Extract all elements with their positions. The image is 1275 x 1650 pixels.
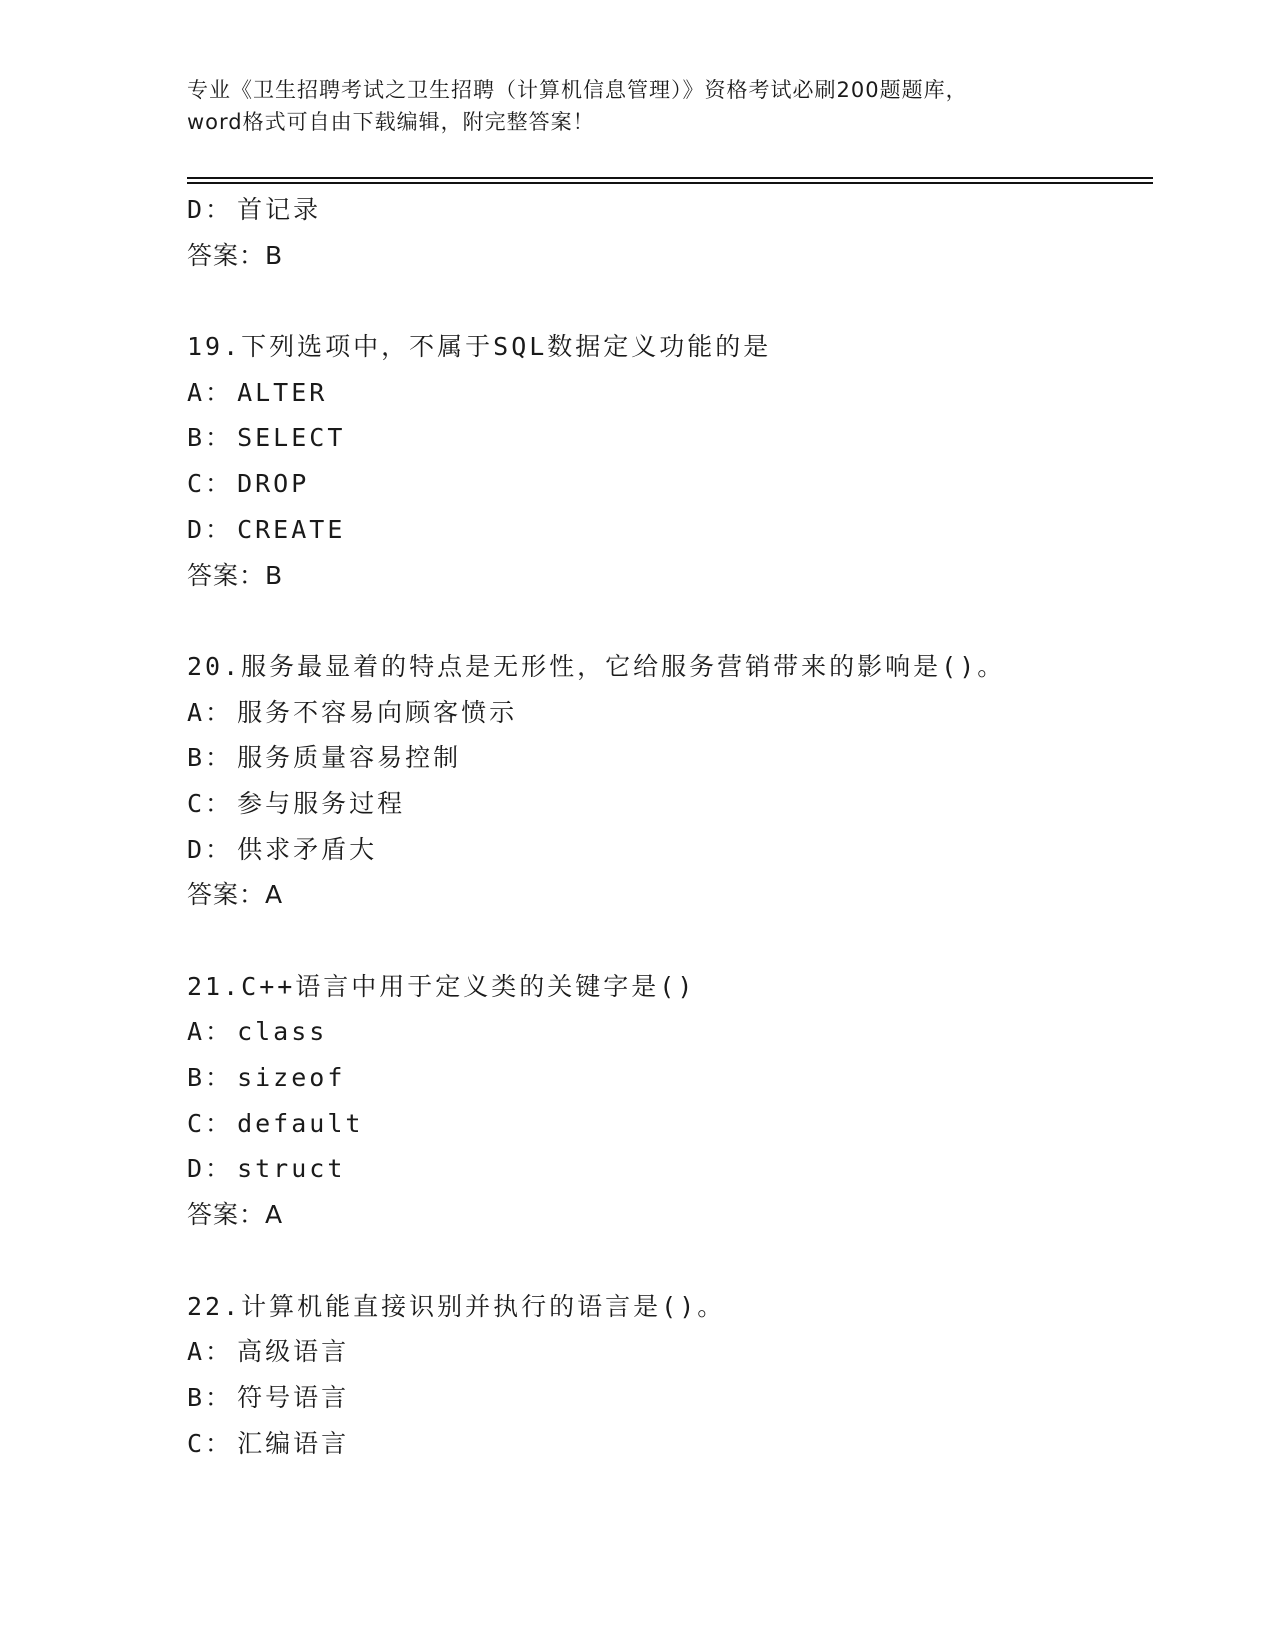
option-d	[187, 1146, 1153, 1192]
option-prefix: C：	[187, 1428, 234, 1458]
option-text: 参与服务过程	[237, 788, 406, 818]
question-list	[187, 187, 1153, 1466]
question-stem: 20.服务最显着的特点是无形性，它给服务营销带来的影响是()。	[187, 651, 1006, 681]
option-prefix: B：	[187, 743, 234, 773]
option-prefix: C：	[187, 1108, 234, 1138]
option-a	[187, 690, 1153, 736]
option-b	[187, 735, 1153, 781]
option-b	[187, 415, 1153, 461]
answer-line: 答案：B	[187, 560, 284, 590]
option-d	[187, 507, 1153, 553]
option-text: SELECT	[237, 423, 346, 453]
question-stem: 21.C++语言中用于定义类的关键字是()	[187, 971, 696, 1001]
option-text: CREATE	[237, 514, 346, 544]
answer-line: 答案：A	[187, 1200, 284, 1230]
option-d	[187, 187, 1153, 233]
option-text: 首记录	[237, 195, 322, 224]
header-line-2: word格式可自由下载编辑，附完整答案！	[187, 110, 595, 134]
question-stem: 19.下列选项中，不属于SQL数据定义功能的是	[187, 332, 772, 362]
option-d	[187, 827, 1153, 873]
header-rule-bottom	[187, 182, 1153, 184]
option-text: 符号语言	[237, 1382, 350, 1412]
option-text: DROP	[237, 469, 310, 499]
document-header	[187, 74, 1087, 138]
option-prefix: A：	[187, 1017, 234, 1047]
option-prefix: D：	[187, 1154, 234, 1184]
answer-line: 答案：A	[187, 880, 284, 910]
option-c	[187, 1101, 1153, 1147]
option-prefix: C：	[187, 469, 234, 499]
answer-line: 答案：B	[187, 240, 284, 270]
option-text: 高级语言	[237, 1337, 350, 1367]
option-text: class	[237, 1017, 328, 1047]
option-text: ALTER	[237, 377, 328, 407]
option-text: sizeof	[237, 1063, 346, 1093]
option-a	[187, 1009, 1153, 1055]
option-c	[187, 461, 1153, 507]
option-text: struct	[237, 1154, 346, 1184]
option-text: default	[237, 1108, 364, 1138]
option-prefix: D：	[187, 195, 234, 224]
option-prefix: A：	[187, 1337, 234, 1367]
option-text: 汇编语言	[237, 1428, 350, 1458]
option-prefix: C：	[187, 788, 234, 818]
header-rule-top	[187, 177, 1153, 179]
option-prefix: D：	[187, 514, 234, 544]
option-prefix: B：	[187, 1382, 234, 1412]
option-prefix: A：	[187, 697, 234, 727]
question-stem: 22.计算机能直接识别并执行的语言是()。	[187, 1291, 726, 1321]
option-b	[187, 1375, 1153, 1421]
option-c	[187, 781, 1153, 827]
option-text: 服务质量容易控制	[237, 743, 462, 773]
header-line-1: 专业《卫生招聘考试之卫生招聘（计算机信息管理）》资格考试必刷200题题库，	[187, 78, 968, 102]
option-a	[187, 370, 1153, 416]
option-prefix: A：	[187, 377, 234, 407]
option-b	[187, 1055, 1153, 1101]
option-a	[187, 1329, 1153, 1375]
option-prefix: B：	[187, 1063, 234, 1093]
option-c	[187, 1421, 1153, 1467]
option-prefix: D：	[187, 834, 234, 864]
option-prefix: B：	[187, 423, 234, 453]
option-text: 服务不容易向顾客愤示	[237, 697, 518, 727]
option-text: 供求矛盾大	[237, 834, 378, 864]
